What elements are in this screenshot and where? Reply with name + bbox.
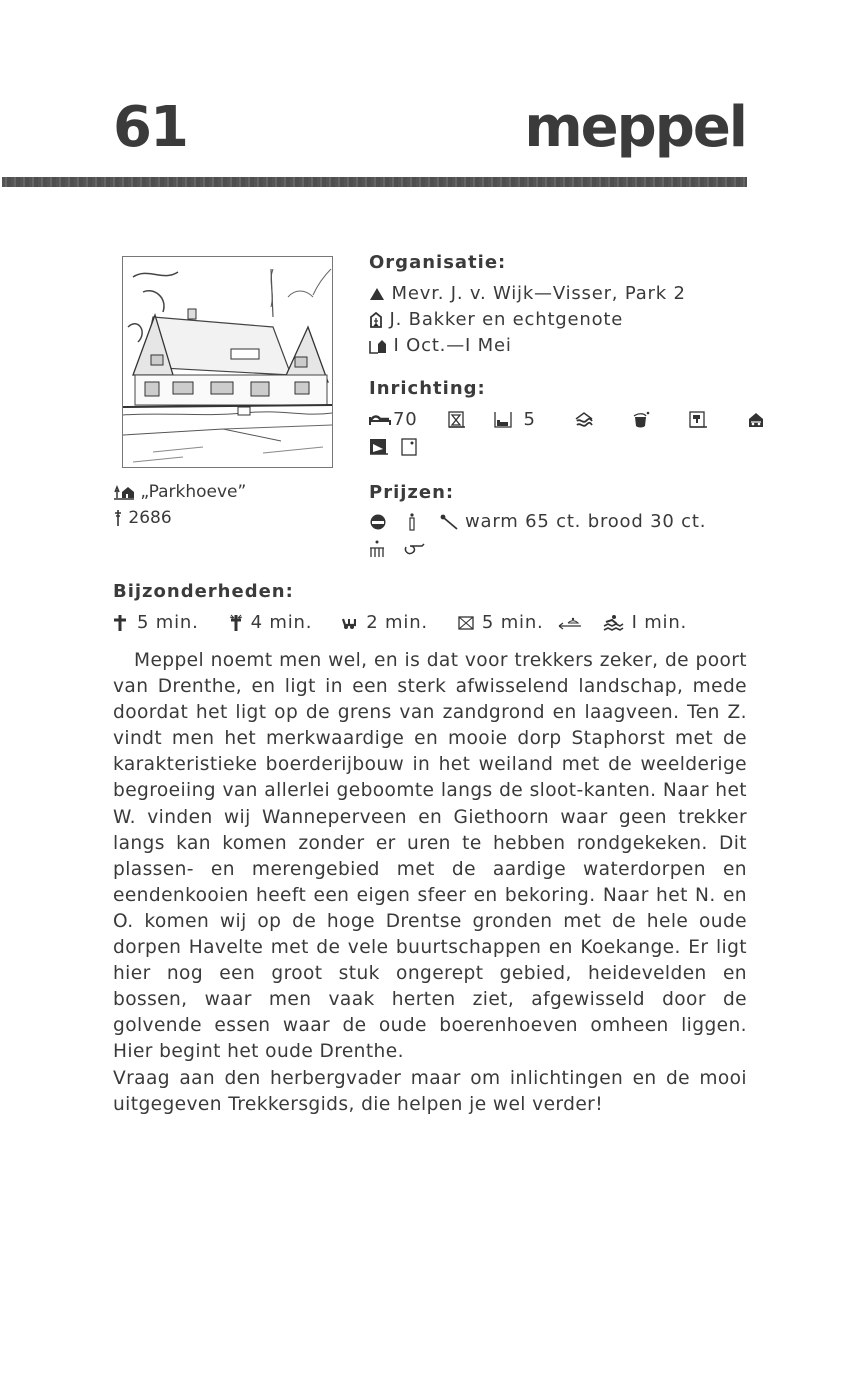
rooms-count: 5 [523, 409, 536, 430]
organisatie-row [369, 309, 623, 330]
description-paragraph: Meppel noemt men wel, en is dat voor trekkers zeker, de poort van Drenthe, en ligt in een sterk afwisselend landschap, mede doordat het ligt op de grens van zandgrond en laagveen. Ten Z. vindt men het merkwaardige en mooie dorp Staphorst met de karakteristieke boerderijbouw in het weiland met de weelderige begroeiing van allerlei geboomte langs de sloot-kanten. Naar het W. vinden wij Wanneperveen en Giethoorn waar geen trekker langs kan komen zonder er uren te hebben rondgekeken. Dit plassen- en merengebied met de aardige waterdorpen en eendenkooien heeft een eigen sfeer en bekoring. Naar het N. en O. komen wij op de hoge Drentse gronden met de hele oude dorpen Havelte met de vele buurtschappen en Koekange. Er ligt hier nog een groot stuk ongerept gebied, heidevelden en bossen, waar men vaak herten ziet, afgewisseld door de golvende essen waar de oude boerenhoeven omheen liggen. Hier begint het oude Drenthe. [113, 650, 747, 1063]
spoon-icon [439, 513, 461, 531]
triangle-icon [369, 287, 385, 301]
closed-period-icon [369, 338, 387, 354]
organisatie-contact: Mevr. J. v. Wijk—Visser, Park 2 [391, 283, 686, 304]
header-rule [2, 177, 747, 187]
description [113, 648, 747, 1118]
swimming-distance: I min. [631, 612, 688, 633]
candle-icon [407, 512, 417, 532]
train-distance: 2 min. [366, 612, 428, 633]
catholic-church-icon [229, 614, 243, 632]
post-office-distance: 5 min. [481, 612, 544, 633]
warden-icon [369, 312, 383, 328]
prijzen-row-1 [369, 511, 706, 532]
prijzen-row-2 [369, 540, 425, 558]
phone-row [113, 508, 172, 528]
organisatie-row [369, 283, 686, 304]
bijzonderheden-heading: Bijzonderheden: [113, 581, 294, 602]
church-icon [113, 614, 127, 632]
church-distance: 5 min. [137, 612, 199, 633]
phone-number: 2686 [128, 508, 172, 528]
boat-icon [558, 616, 582, 630]
page-number: 61 [113, 95, 187, 160]
room-bed-icon [494, 411, 512, 429]
meal-prices: warm 65 ct. brood 30 ct. [465, 511, 707, 532]
page-title: meppel [524, 95, 746, 160]
beds-count: 70 [393, 409, 418, 430]
overnight-price-icon [369, 513, 387, 531]
hostel-illustration [122, 256, 333, 468]
train-icon [342, 616, 356, 630]
horn-icon [403, 542, 425, 556]
cutlery-icon [369, 540, 385, 558]
organisatie-closed-period: I Oct.—I Mei [393, 335, 512, 356]
telephone-icon [113, 509, 123, 527]
drying-room-icon [688, 411, 708, 429]
day-room-icon [748, 412, 764, 428]
swimming-icon [602, 614, 624, 632]
inrichting-row-2 [369, 438, 417, 456]
hostel-name-row [113, 482, 246, 502]
organisatie-heading: Organisatie: [369, 252, 507, 273]
youth-hostel-icon [113, 484, 135, 500]
prijzen-heading: Prijzen: [369, 482, 455, 503]
inrichting-heading: Inrichting: [369, 378, 486, 399]
bed-icon [369, 413, 391, 427]
organisatie-warden: J. Bakker en echtgenote [389, 309, 624, 330]
washroom-icon [574, 411, 594, 429]
hourglass-icon [448, 411, 466, 429]
bijzonderheden-row [113, 612, 687, 633]
organisatie-row [369, 335, 512, 356]
post-office-icon [458, 616, 474, 630]
inrichting-row-1 [369, 409, 764, 430]
description-closing: Vraag aan den herbergvader maar om inlichtingen en de mooi uitgegeven Trekkersgids, die helpen je wel verder! [113, 1067, 747, 1115]
locker-icon [401, 438, 417, 456]
catholic-church-distance: 4 min. [250, 612, 313, 633]
cooking-pot-icon [632, 411, 650, 429]
hostel-name: „Parkhoeve” [140, 482, 247, 502]
shower-room-icon [369, 438, 389, 456]
